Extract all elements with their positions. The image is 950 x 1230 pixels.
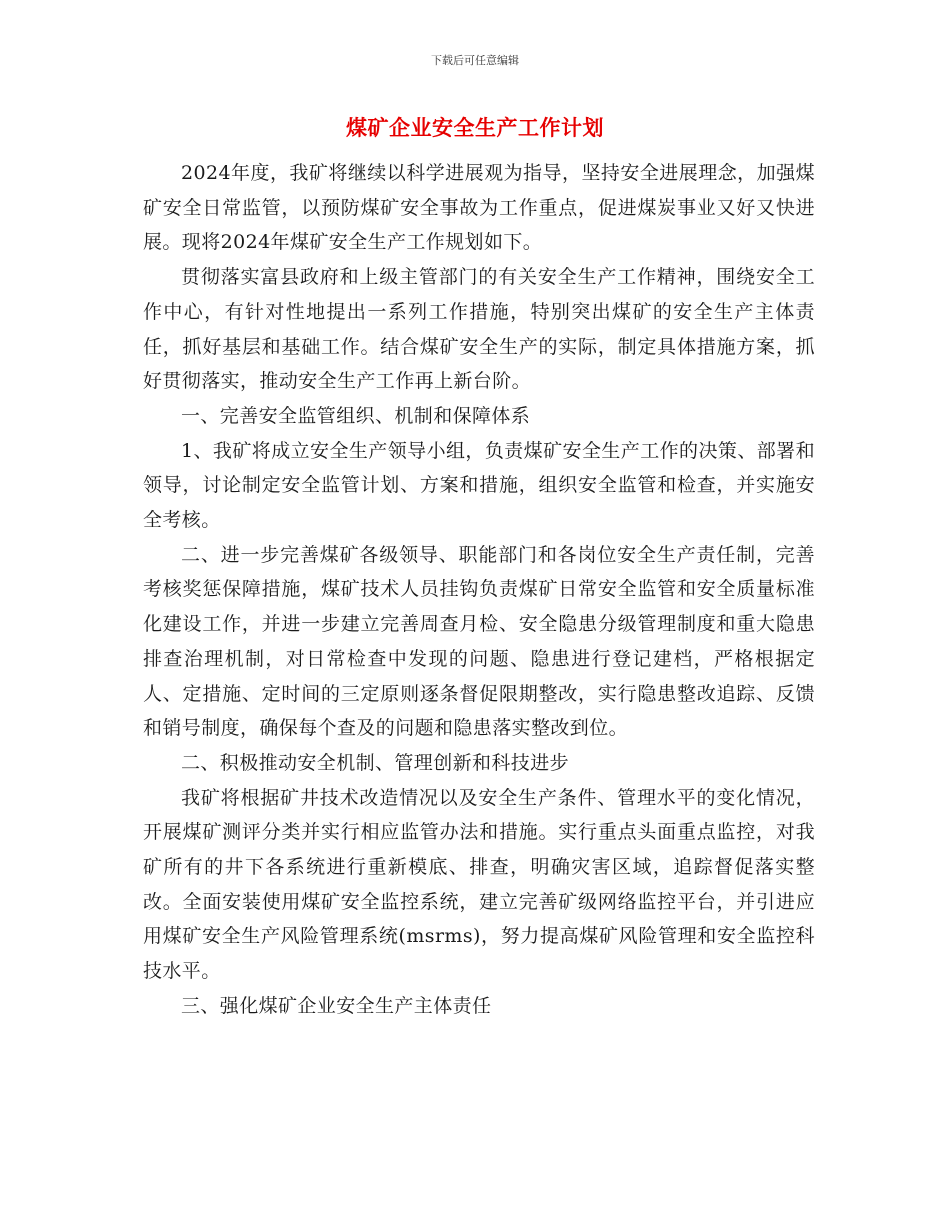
paragraph-leadership-group: 1、我矿将成立安全生产领导小组，负责煤矿安全生产工作的决策、部署和领导，讨论制定安全监管计划、方案和措施，组织安全监管和检查，并实施安全考核。 — [143, 439, 815, 532]
section-heading-2: 二、积极推动安全机制、管理创新和科技进步 — [181, 751, 570, 774]
document-body — [143, 156, 815, 1024]
page-header: 下载后可任意编辑 — [431, 54, 519, 67]
section-heading-3: 三、强化煤矿企业安全生产主体责任 — [181, 994, 492, 1017]
document-title: 煤矿企业安全生产工作计划 — [346, 116, 604, 140]
paragraph-responsibility-system: 二、进一步完善煤矿各级领导、职能部门和各岗位安全生产责任制，完善考核奖惩保障措施，煤矿技术人员挂钩负责煤矿日常安全监管和安全质量标准化建设工作，并进一步建立完善周查月检、安全隐患分级管理制度和重大隐患排查治理机制，对日常检查中发现的问题、隐患进行登记建档，严格根据定人、定措施、定时间的三定原则逐条督促限期整改，实行隐患整改追踪、反馈和销号制度，确保每个查及的问题和隐患落实整改到位。 — [143, 543, 815, 740]
section-heading-1: 一、完善安全监管组织、机制和保障体系 — [181, 404, 531, 427]
paragraph-intro: 2024年度，我矿将继续以科学进展观为指导，坚持安全进展理念，加强煤矿安全日常监管，以预防煤矿安全事故为工作重点，促进煤炭事业又好又快进展。现将2024年煤矿安全生产工作规划如下。 — [143, 162, 815, 254]
paragraph-implementation: 贯彻落实富县政府和上级主管部门的有关安全生产工作精神，围绕安全工作中心，有针对性地提出一系列工作措施，特别突出煤矿的安全生产主体责任，抓好基层和基础工作。结合煤矿安全生产的实际，制定具体措施方案，抓好贯彻落实，推动安全生产工作再上新台阶。 — [143, 266, 815, 393]
paragraph-technology: 我矿将根据矿井技术改造情况以及安全生产条件、管理水平的变化情况，开展煤矿测评分类并实行相应监管办法和措施。实行重点头面重点监控，对我矿所有的井下各系统进行重新模底、排查，明确灾害区域，追踪督促落实整改。全面安装使用煤矿安全监控系统，建立完善矿级网络监控平台，并引进应用煤矿安全生产风险管理系统(msrms)，努力提高煤矿风险管理和安全监控科技水平。 — [143, 786, 815, 983]
